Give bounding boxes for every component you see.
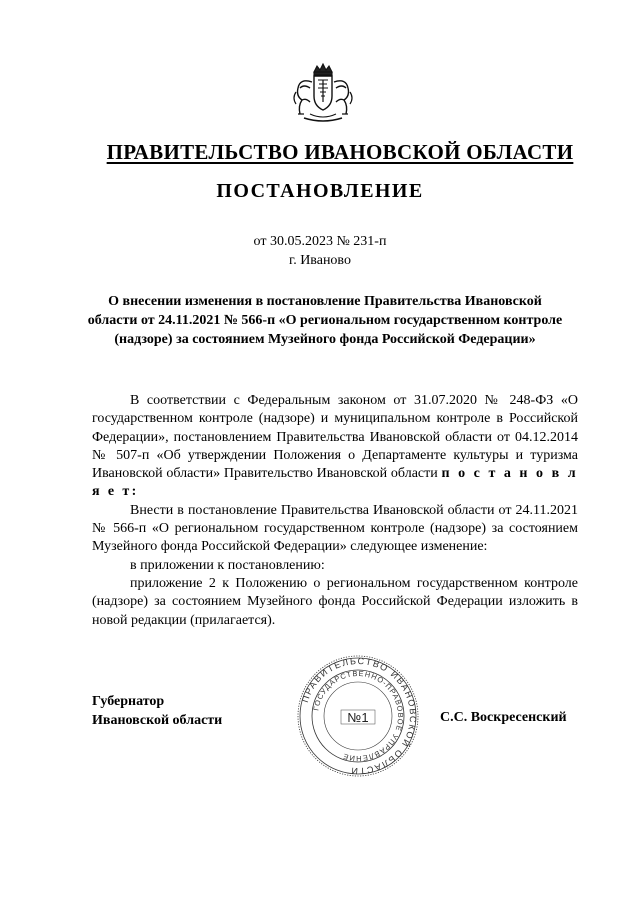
seal-outer-text: ПРАВИТЕЛЬСТВО ИВАНОВСКОЙ ОБЛАСТИ	[299, 655, 419, 777]
seal-number: №1	[347, 710, 369, 725]
signer-name: С.С. Воскресенский	[440, 710, 567, 725]
document-subject: О внесении изменения в постановление Правительства Ивановской области от 24.11.2021 № 566-п «О региональном государственном контроле (надзоре) за состоянием Музейного фонда Российской Федерации»	[87, 294, 563, 347]
document-body	[92, 392, 578, 630]
signer-position-line-2: Ивановской области	[92, 713, 223, 728]
document-city: г. Иваново	[289, 253, 351, 268]
seal-inner-text: ГОСУДАРСТВЕННО-ПРАВОВОЕ УПРАВЛЕНИЕ	[311, 668, 406, 764]
signer-position	[92, 692, 222, 730]
official-seal-stamp	[296, 654, 420, 778]
body-paragraph-2: Внести в постановление Правительства Ивановской области от 24.11.2021 № 566-п «О региональном государственном контроле (надзоре) за состоянием Музейного фонда Российской Федерации» следующее изменение:	[92, 502, 578, 555]
organization-title: ПРАВИТЕЛЬСТВО ИВАНОВСКОЙ ОБЛАСТИ	[106, 140, 574, 164]
body-paragraph-3: в приложении к постановлению:	[130, 557, 325, 573]
body-paragraph-4: приложение 2 к Положению о региональном государственном контроле (надзоре) за состоянием Музейного фонда Российской Федерации изложить в новой редакции (прилагается).	[92, 575, 578, 628]
body-paragraph-1-text: В соответствии с Федеральным законом от 31.07.2020 № 248-ФЗ «О государственном контроле (надзоре) и муниципальном контроле в Российской Федерации», постановлением Правительства Ивановской области от 04.12.2014 № 507-п «Об утверждении Положения о Департаменте культуры и туризма Ивановской области» Правительство Ивановской области	[92, 393, 578, 482]
signer-position-line-1: Губернатор	[92, 694, 165, 709]
coat-of-arms-icon	[290, 62, 356, 128]
document-type-heading: ПОСТАНОВЛЕНИЕ	[216, 180, 424, 202]
decree-word: п о с т а н о в л я е т:	[92, 466, 578, 500]
document-date-number: от 30.05.2023 № 231-п	[253, 234, 387, 249]
body-paragraph-1	[92, 392, 578, 502]
